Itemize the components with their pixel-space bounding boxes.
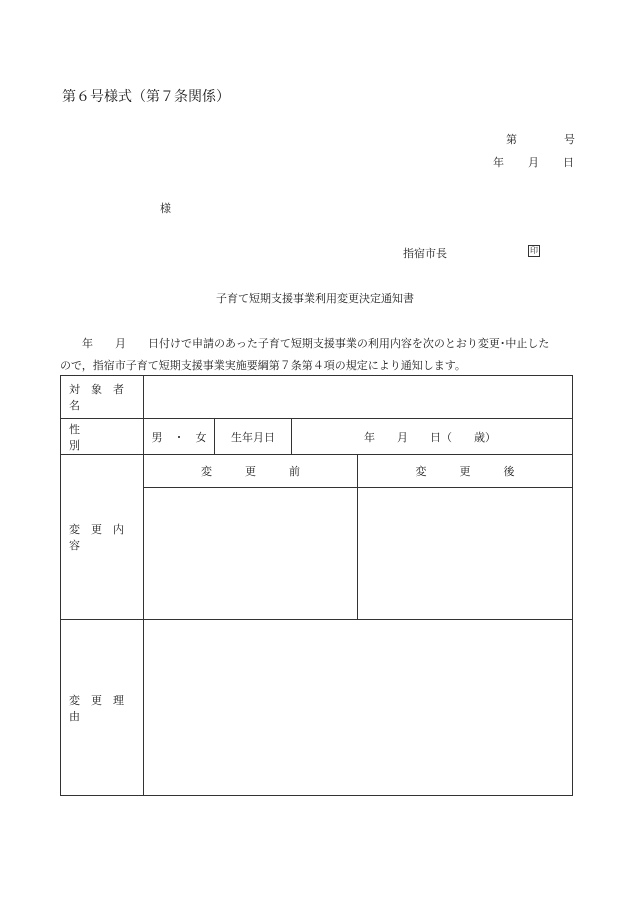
document-number-prefix: 第 xyxy=(506,133,517,146)
change-reason-label: 変 更 理 由 xyxy=(61,620,144,796)
notice-form-table xyxy=(60,375,573,796)
date-year: 年 xyxy=(493,156,504,169)
date-month: 月 xyxy=(528,156,539,169)
document-number-suffix: 号 xyxy=(564,133,575,146)
change-header-row xyxy=(61,455,573,488)
after-change-label: 変 更 後 xyxy=(358,455,573,488)
issuer-name: 指宿市長 xyxy=(403,247,447,260)
document-title: 子育て短期支援事業利用変更決定通知書 xyxy=(216,292,414,305)
change-content-label: 変 更 内 容 xyxy=(61,455,144,620)
form-number: 第６号様式（第７条関係） xyxy=(62,89,230,105)
subject-name-label: 対 象 者 名 xyxy=(61,376,144,419)
recipient-honorific: 様 xyxy=(160,202,171,215)
body-text-line-2: ので，指宿市子育て短期支援事業実施要綱第７条第４項の規定により通知します。 xyxy=(60,359,466,372)
subject-row xyxy=(61,376,573,419)
change-reason-row xyxy=(61,620,573,796)
body-text-line-1: 年 月 日付けで申請のあった子育て短期支援事業の利用内容を次のとおり変更･中止した xyxy=(60,337,550,350)
seal-icon: 印 xyxy=(530,246,538,255)
gender-birthdate-row xyxy=(61,419,573,455)
gender-label: 性 別 xyxy=(61,419,144,455)
birthdate-field[interactable]: 年 月 日（ 歳） xyxy=(292,419,573,455)
date-day: 日 xyxy=(563,156,574,169)
before-change-label: 変 更 前 xyxy=(144,455,358,488)
birthdate-label: 生年月日 xyxy=(215,419,292,455)
before-change-field[interactable] xyxy=(144,488,358,620)
change-reason-field[interactable] xyxy=(144,620,573,796)
after-change-field[interactable] xyxy=(358,488,573,620)
gender-options[interactable]: 男 ・ 女 xyxy=(144,419,215,455)
subject-name-field[interactable] xyxy=(144,376,573,419)
